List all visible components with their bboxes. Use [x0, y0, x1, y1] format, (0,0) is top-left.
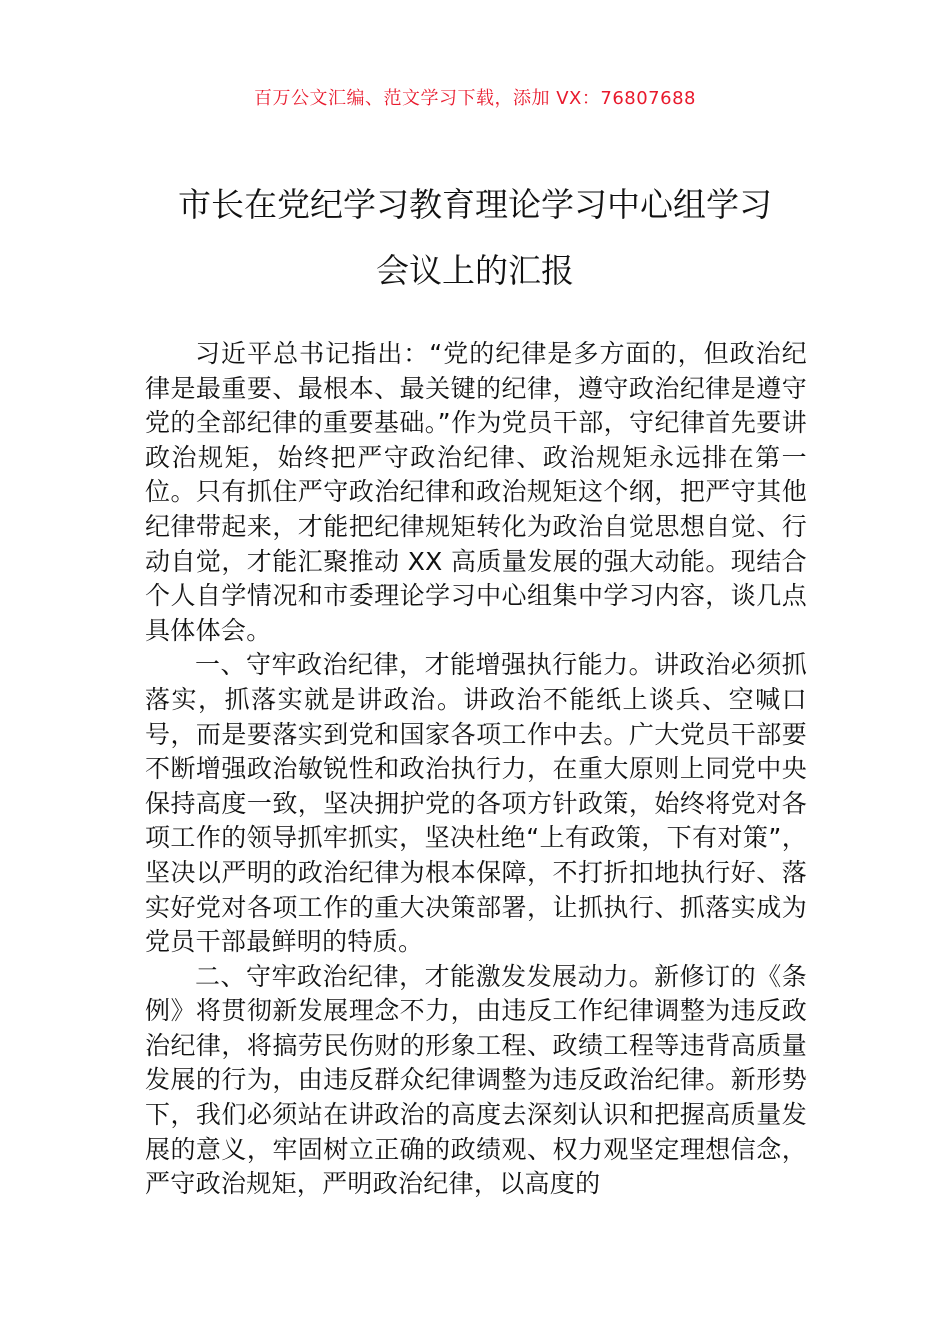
- paragraph-section-2: 二、守牢政治纪律，才能激发发展动力。新修订的《条例》将贯彻新发展理念不力，由违反工作纪律调整为违反政治纪律，将搞劳民伤财的形象工程、政绩工程等违背高质量发展的行为，由违反群众纪律调整为违反政治纪律。新形势下，我们必须站在讲政治的高度去深刻认识和把握高质量发展的意义，牢固树立正确的政绩观、权力观坚定理想信念，严守政治规矩，严明政治纪律，以高度的: [145, 961, 807, 1199]
- paragraph-section-1: 一、守牢政治纪律，才能增强执行能力。讲政治必须抓落实，抓落实就是讲政治。讲政治不能纸上谈兵、空喊口号，而是要落实到党和国家各项工作中去。广大党员干部要不断增强政治敏锐性和政治执行力，在重大原则上同党中央保持高度一致，坚决拥护党的各项方针政策，始终将党对各项工作的领导抓牢抓实，坚决杜绝“上有政策，下有对策”，坚决以严明的政治纪律为根本保障，不打折扣地执行好、落实好党对各项工作的重大决策部署，让抓执行、抓落实成为党员干部最鲜明的特质。: [145, 650, 807, 957]
- title-line-1: 市长在党纪学习教育理论学习中心组学习: [178, 185, 772, 224]
- watermark-banner: 百万公文汇编、范文学习下载，添加 VX：76807688: [254, 88, 696, 109]
- paragraph-intro: 习近平总书记指出：“党的纪律是多方面的，但政治纪律是最重要、最根本、最关键的纪律，遵守政治纪律是遵守党的全部纪律的重要基础。”作为党员干部，守纪律首先要讲政治规矩，始终把严守政治纪律、政治规矩永远排在第一位。只有抓住严守政治纪律和政治规矩这个纲，把严守其他纪律带起来，才能把纪律规矩转化为政治自觉思想自觉、行动自觉，才能汇聚推动 XX 高质量发展的强大动能。现结合个人自学情况和市委理论学习中心组集中学习内容，谈几点具体体会。: [145, 339, 807, 645]
- document-title: [100, 172, 850, 304]
- document-body: [145, 337, 807, 1202]
- title-line-2: 会议上的汇报: [376, 251, 574, 290]
